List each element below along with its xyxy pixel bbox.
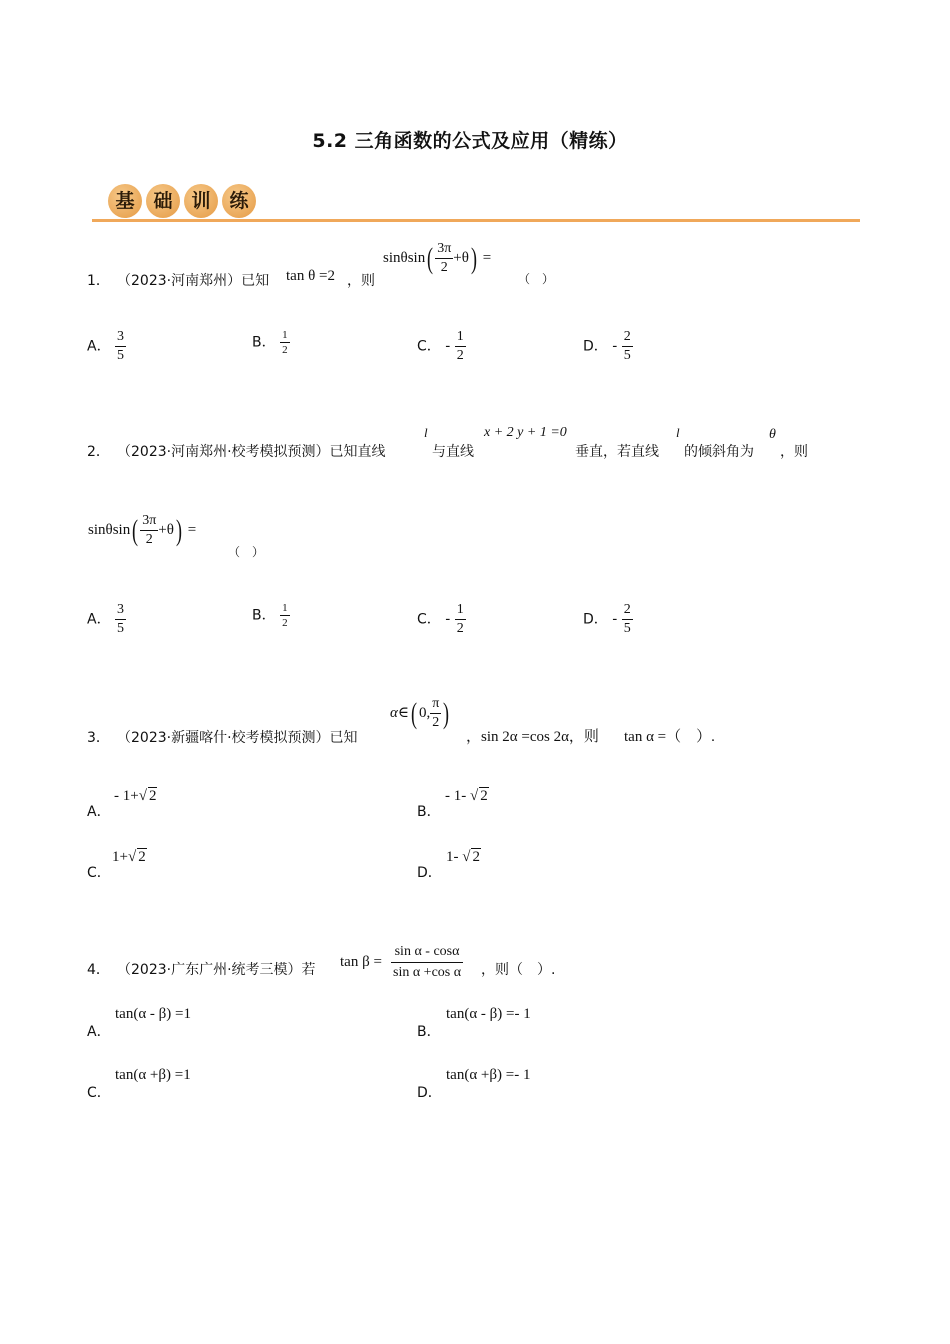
option-c[interactable] [87,1082,111,1102]
option-letter: A． [87,338,111,355]
interval-expression: α∈( 0, $\frac{\pi}{2}$ ) [390,696,450,730]
fraction-numerator: 1 [282,602,288,614]
banner-char: 训 [184,184,218,218]
option-sign: - [445,338,451,355]
option-d-expr: 1- √ 2 [446,849,480,865]
option-letter: D． [417,865,442,881]
question-ask: tan α =（ ）. [624,729,715,745]
lhs-expression: tan β = [340,954,382,970]
option-a-expr: tan(α - β) =1 [115,1006,192,1022]
question-ask: ，则（ ）. [481,962,556,978]
option-letter: A． [87,611,111,628]
radicand: 2 [148,788,157,804]
option-sign: - [612,338,618,355]
banner-char: 基 [108,184,142,218]
question-number: 4． [87,962,110,978]
question-text: 垂直，若直线 [575,444,659,460]
expr-part: +θ [453,249,469,266]
question-text: 与直线 [432,444,474,460]
option-letter: C． [417,611,441,628]
option-d[interactable] [417,1082,442,1102]
option-d[interactable] [583,328,633,365]
option-a[interactable] [87,601,126,638]
radicand: 2 [480,788,488,804]
question-number: 1． [87,273,110,289]
fraction-denominator: 2 [282,617,288,629]
option-a-expr: - 1+√ 2 [114,788,157,804]
question-source: （2023·河南郑州·校考模拟预测）已知直线 [117,444,386,460]
option-letter: B． [252,607,276,624]
fraction-numerator: sin α - cosα [394,944,460,959]
fraction-denominator: 2 [282,344,288,356]
fraction-numerator: 1 [282,329,288,341]
question-source: （2023·广东广州·统考三模）若 [117,962,316,978]
option-a[interactable] [87,328,126,365]
fraction-denominator: 5 [623,348,631,363]
question-text: ，则 [347,273,375,289]
option-b[interactable] [252,328,290,357]
question-number: 3． [87,730,110,746]
option-b[interactable] [417,1021,441,1041]
option-letter: B． [417,1024,441,1040]
question-number: 2． [87,444,110,460]
fraction-denominator: 5 [117,348,125,363]
option-c[interactable] [417,328,466,365]
expr-part: sinθsin [383,249,426,266]
option-letter: C． [417,338,441,355]
ratio-fraction [391,942,463,983]
option-c-expr: 1+√ 2 [112,849,146,865]
banner-char: 练 [222,184,256,218]
option-letter: D． [583,611,608,628]
option-letter: A． [87,804,111,820]
option-a[interactable] [87,1021,111,1041]
option-sign: - [445,611,451,628]
answer-blank: （ ） [228,545,265,559]
fraction-numerator: 3 [117,329,125,344]
angle-symbol: θ [769,427,776,442]
line-symbol: l [424,425,428,440]
question-source: （2023·河南郑州）已知 [117,273,270,289]
fraction-denominator: 2 [140,530,158,549]
banner-char: 础 [146,184,180,218]
radicand: 2 [138,849,146,865]
line-symbol: l [676,425,680,440]
expr-part: - 1- [445,788,470,804]
fraction-numerator: 1 [456,329,464,344]
question-text: ，则 [780,444,808,460]
option-d[interactable] [417,862,442,882]
option-letter: B． [417,804,441,820]
option-letter: A． [87,1024,111,1040]
fraction-denominator: 2 [435,258,453,277]
option-b[interactable] [252,601,290,630]
fraction-numerator: 3 [117,602,125,617]
condition: tan θ =2 [286,268,335,284]
fraction-numerator: 2 [623,602,631,617]
expr-part: +θ [158,521,174,538]
expr-part: 0, [418,704,431,721]
fraction-denominator: 2 [430,713,441,732]
option-sign: - [612,611,618,628]
answer-blank: （ ） [518,272,555,286]
fraction-denominator: 5 [117,621,125,636]
equals-sign: = [187,521,197,538]
option-a[interactable] [87,801,111,821]
option-b-expr: tan(α - β) =- 1 [446,1006,531,1022]
fraction-denominator: 2 [456,348,464,363]
option-letter: B． [252,334,276,351]
option-letter: C． [87,1085,111,1101]
equals-sign: = [482,249,492,266]
option-d[interactable] [583,601,633,638]
banner-divider [92,219,860,222]
option-d-expr: tan(α +β) =- 1 [446,1067,531,1083]
math-expression: sinθsin( $\frac{3\pi}{2}$ +θ) = [383,241,492,275]
option-c-expr: tan(α +β) =1 [115,1067,191,1083]
page-title: 5.2 三角函数的公式及应用（精练） [312,130,628,152]
fraction-denominator: sin α +cos α [391,962,463,983]
line-equation: x + 2 y + 1 =0 [484,425,567,440]
fraction-numerator: 3π [142,513,157,528]
expr-part: 1- [446,849,463,865]
option-c[interactable] [87,862,111,882]
fraction-denominator: 5 [623,621,631,636]
fraction-numerator: 2 [623,329,631,344]
expr-part: α∈ [390,704,409,721]
option-letter: D． [583,338,608,355]
option-letter: D． [417,1085,442,1101]
option-b-expr: - 1- √ 2 [445,788,488,804]
option-c[interactable] [417,601,466,638]
option-letter: C． [87,865,111,881]
fraction-denominator: 2 [456,621,464,636]
radicand: 2 [472,849,480,865]
fraction-numerator: π [432,696,440,711]
fraction-numerator: 1 [456,602,464,617]
option-b[interactable] [417,801,441,821]
condition: ，sin 2α =cos 2α，则 [466,729,599,745]
expr-part: 1+ [112,849,128,865]
expr-part: - 1+ [114,788,139,804]
expr-part: sinθsin [88,521,131,538]
question-source: （2023·新疆喀什·校考模拟预测）已知 [117,730,358,746]
question-text: 的倾斜角为 [684,444,754,460]
math-expression: sinθsin( $\frac{3\pi}{2}$ +θ) = [88,513,197,547]
fraction-numerator: 3π [437,241,452,256]
